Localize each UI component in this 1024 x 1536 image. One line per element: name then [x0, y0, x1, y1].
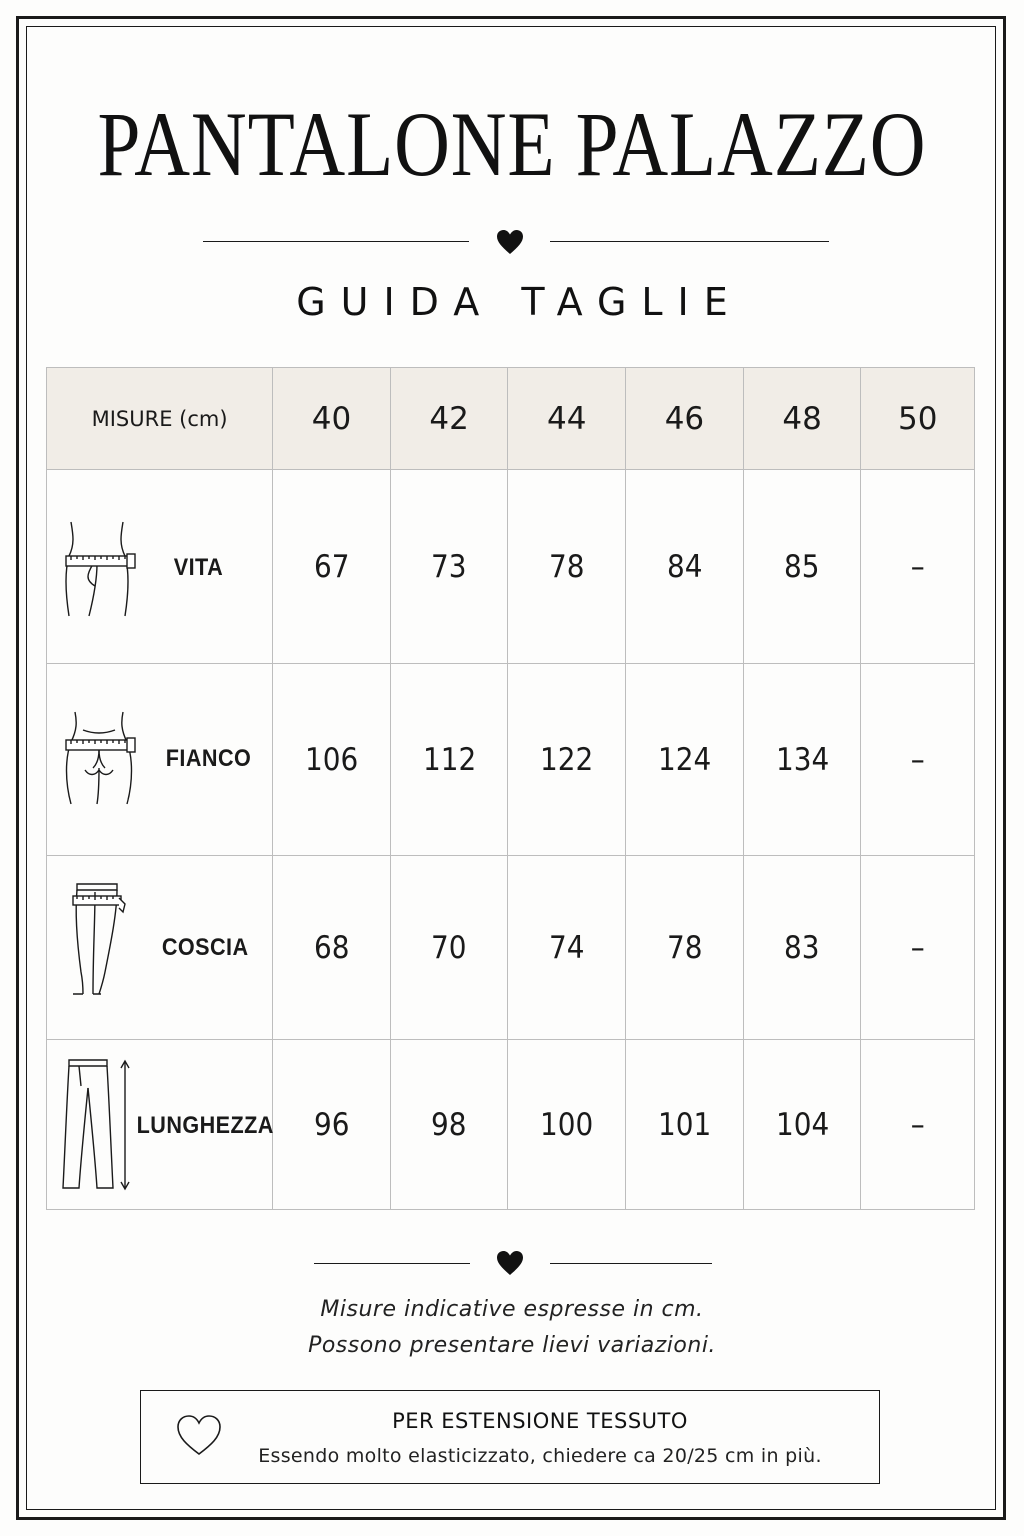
divider-right: [550, 241, 829, 242]
note-line-2: Possono presentare lievi variazioni.: [308, 1333, 716, 1358]
info-text: Essendo molto elasticizzato, chiedere ca 20/25 cm in più.: [258, 1445, 822, 1467]
measure-label: FIANCO: [165, 745, 252, 772]
value-cell: –: [861, 1040, 975, 1210]
value-cell: 68: [273, 856, 391, 1040]
fabric-stretch-info: [140, 1390, 880, 1484]
measure-label: LUNGHEZZA: [136, 1112, 274, 1139]
measure-label-cell: [47, 470, 273, 664]
waist-measure-icon: [63, 520, 137, 620]
thigh-measure-icon: [71, 882, 129, 998]
length-measure-icon: [61, 1058, 135, 1192]
divider-left-bottom: [314, 1263, 470, 1264]
table-row: [47, 664, 975, 856]
size-table: [46, 367, 975, 1210]
value-cell: 124: [626, 664, 744, 856]
value-cell: 67: [273, 470, 391, 664]
value-cell: 84: [626, 470, 744, 664]
size-header-row: [47, 368, 975, 470]
size-col-42: 42: [390, 368, 508, 470]
measure-label-cell: [47, 1040, 273, 1210]
heart-icon: [496, 229, 524, 255]
value-cell: –: [861, 664, 975, 856]
table-row: [47, 856, 975, 1040]
hip-measure-icon: [63, 710, 137, 810]
value-cell: 78: [508, 470, 626, 664]
page-subtitle: GUIDA TAGLIE: [296, 280, 743, 324]
value-cell: 101: [626, 1040, 744, 1210]
divider-right-bottom: [550, 1263, 712, 1264]
info-title: PER ESTENSIONE TESSUTO: [392, 1409, 688, 1433]
value-cell: 85: [743, 470, 861, 664]
page-title: PANTALONE PALAZZO: [97, 93, 927, 195]
heart-icon: [496, 1250, 524, 1276]
measure-label: COSCIA: [161, 934, 249, 961]
value-cell: 106: [273, 664, 391, 856]
value-cell: 122: [508, 664, 626, 856]
value-cell: 73: [390, 470, 508, 664]
table-row: [47, 470, 975, 664]
note-line-1: Misure indicative espresse in cm.: [320, 1297, 704, 1322]
value-cell: –: [861, 470, 975, 664]
value-cell: 104: [743, 1040, 861, 1210]
size-col-44: 44: [508, 368, 626, 470]
value-cell: 112: [390, 664, 508, 856]
value-cell: 70: [390, 856, 508, 1040]
measure-label-cell: [47, 664, 273, 856]
value-cell: –: [861, 856, 975, 1040]
value-cell: 100: [508, 1040, 626, 1210]
size-col-46: 46: [626, 368, 744, 470]
size-col-48: 48: [743, 368, 861, 470]
size-col-40: 40: [273, 368, 391, 470]
measure-label-cell: [47, 856, 273, 1040]
divider-left: [203, 241, 469, 242]
value-cell: 134: [743, 664, 861, 856]
header-label: MISURE (cm): [47, 368, 273, 470]
value-cell: 98: [390, 1040, 508, 1210]
table-row: [47, 1040, 975, 1210]
measure-label: VITA: [173, 554, 224, 581]
value-cell: 83: [743, 856, 861, 1040]
value-cell: 96: [273, 1040, 391, 1210]
value-cell: 78: [626, 856, 744, 1040]
size-col-50: 50: [861, 368, 975, 470]
value-cell: 74: [508, 856, 626, 1040]
